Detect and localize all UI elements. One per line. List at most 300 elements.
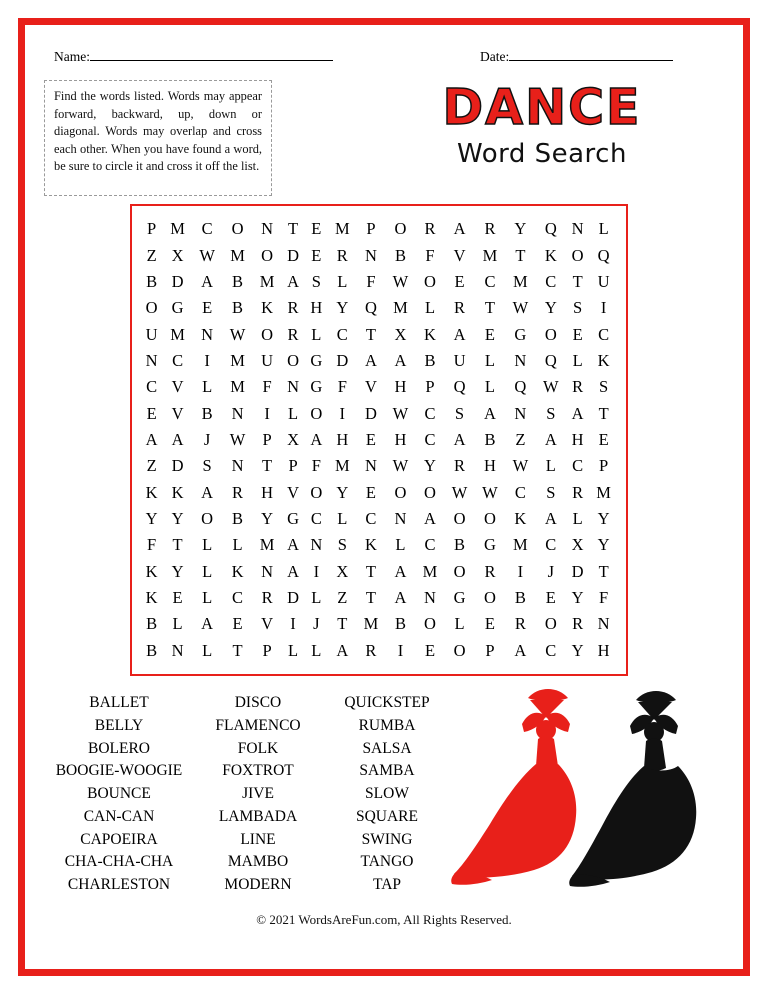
grid-cell[interactable]: Y <box>514 219 527 239</box>
grid-cell[interactable]: V <box>171 403 184 423</box>
grid-cell[interactable]: T <box>172 535 183 555</box>
grid-cell[interactable]: L <box>572 350 583 370</box>
grid-cell[interactable]: S <box>546 482 556 502</box>
word-list-item[interactable]: DISCO <box>234 694 282 711</box>
grid-cell[interactable]: A <box>424 508 436 528</box>
grid-cell[interactable]: V <box>364 377 377 397</box>
grid-cell[interactable]: Y <box>336 298 349 318</box>
grid-cell[interactable]: N <box>514 403 527 423</box>
grid-cell[interactable]: A <box>453 324 466 344</box>
grid-cell[interactable]: H <box>310 298 323 318</box>
word-list-item[interactable]: JIVE <box>242 785 274 803</box>
grid-cell[interactable]: E <box>424 640 436 660</box>
grid-cell[interactable]: W <box>482 482 498 502</box>
grid-cell[interactable]: C <box>598 324 610 344</box>
grid-cell[interactable]: S <box>311 271 321 291</box>
grid-cell[interactable]: N <box>231 403 244 423</box>
grid-cell[interactable]: Y <box>544 298 557 318</box>
grid-cell[interactable]: Q <box>544 219 557 239</box>
grid-cell[interactable]: O <box>424 614 436 634</box>
grid-cell[interactable]: L <box>395 535 406 555</box>
grid-cell[interactable]: O <box>201 508 214 528</box>
grid-cell[interactable]: L <box>311 324 322 344</box>
grid-cell[interactable]: Y <box>171 561 184 581</box>
grid-cell[interactable]: U <box>145 324 158 344</box>
grid-cell[interactable]: L <box>202 640 213 660</box>
grid-cell[interactable]: A <box>544 429 557 449</box>
grid-cell[interactable]: C <box>146 377 158 397</box>
grid-cell[interactable]: M <box>230 377 245 397</box>
grid-cell[interactable]: B <box>232 508 244 528</box>
grid-cell[interactable]: L <box>232 535 243 555</box>
grid-cell[interactable]: O <box>231 219 244 239</box>
grid-cell[interactable]: G <box>310 350 323 370</box>
grid-cell[interactable]: S <box>573 298 583 318</box>
word-list-item[interactable]: TANGO <box>360 853 414 871</box>
grid-cell[interactable]: N <box>231 456 244 476</box>
grid-cell[interactable]: A <box>336 640 349 660</box>
grid-cell[interactable]: X <box>394 324 407 344</box>
grid-cell[interactable]: Q <box>514 377 527 397</box>
grid-cell[interactable]: P <box>262 429 272 449</box>
grid-cell[interactable]: S <box>202 456 212 476</box>
grid-cell[interactable]: N <box>287 377 299 397</box>
word-list-item[interactable]: SWING <box>361 830 413 848</box>
word-list-item[interactable]: CHARLESTON <box>67 876 171 894</box>
grid-cell[interactable]: B <box>146 640 158 660</box>
grid-cell[interactable]: P <box>262 640 272 660</box>
grid-cell[interactable]: X <box>336 561 349 581</box>
grid-cell[interactable]: B <box>424 350 436 370</box>
grid-cell[interactable]: T <box>365 561 376 581</box>
grid-cell[interactable]: Z <box>146 456 157 476</box>
grid-cell[interactable]: M <box>482 245 498 265</box>
grid-cell[interactable]: N <box>424 587 436 607</box>
grid-cell[interactable]: C <box>572 456 584 476</box>
grid-cell[interactable]: O <box>394 219 407 239</box>
grid-cell[interactable]: E <box>202 298 213 318</box>
grid-cell[interactable]: O <box>310 482 323 502</box>
grid-cell[interactable]: I <box>264 403 270 423</box>
grid-cell[interactable]: T <box>598 403 609 423</box>
date-input-line[interactable] <box>509 48 673 61</box>
grid-cell[interactable]: P <box>485 640 495 660</box>
grid-cell[interactable]: E <box>484 614 495 634</box>
grid-cell[interactable]: S <box>454 403 465 423</box>
grid-cell[interactable]: A <box>453 219 466 239</box>
grid-cell[interactable]: E <box>146 403 157 423</box>
grid-cell[interactable]: I <box>313 561 320 581</box>
word-list-item[interactable]: BOLERO <box>88 739 150 757</box>
grid-cell[interactable]: E <box>484 324 495 344</box>
grid-cell[interactable]: M <box>170 219 185 239</box>
grid-cell[interactable]: K <box>364 535 377 555</box>
grid-cell[interactable]: T <box>365 324 376 344</box>
grid-cell[interactable]: G <box>453 587 466 607</box>
grid-cell[interactable]: G <box>287 508 299 528</box>
grid-cell[interactable]: L <box>598 219 609 239</box>
grid-cell[interactable]: T <box>515 245 526 265</box>
grid-cell[interactable]: H <box>571 429 584 449</box>
grid-cell[interactable]: R <box>484 561 496 581</box>
grid-cell[interactable]: K <box>145 587 158 607</box>
grid-cell[interactable]: L <box>337 271 348 291</box>
word-search-grid[interactable] <box>130 204 628 676</box>
grid-cell[interactable]: W <box>512 456 529 476</box>
word-list-item[interactable]: LAMBADA <box>218 807 298 825</box>
grid-cell[interactable]: W <box>451 482 468 502</box>
grid-cell[interactable]: A <box>571 403 584 423</box>
grid-cell[interactable]: L <box>311 640 322 660</box>
grid-cell[interactable]: L <box>484 377 495 397</box>
grid-cell[interactable]: G <box>310 377 323 397</box>
grid-cell[interactable]: F <box>425 245 435 265</box>
grid-cell[interactable]: H <box>597 640 610 660</box>
grid-cell[interactable]: S <box>546 403 556 423</box>
grid-cell[interactable]: E <box>311 245 322 265</box>
word-list-item[interactable]: FOLK <box>237 739 279 757</box>
grid-cell[interactable]: B <box>146 614 158 634</box>
word-list-item[interactable]: TAP <box>372 876 402 894</box>
grid-cell[interactable]: M <box>596 482 611 502</box>
grid-cell[interactable]: T <box>288 219 299 239</box>
grid-cell[interactable]: N <box>261 219 274 239</box>
grid-cell[interactable]: A <box>514 640 527 660</box>
grid-cell[interactable]: X <box>171 245 184 265</box>
grid-cell[interactable]: Y <box>171 508 184 528</box>
grid-cell[interactable]: R <box>287 324 299 344</box>
grid-cell[interactable]: L <box>572 508 583 528</box>
grid-cell[interactable]: A <box>287 535 299 555</box>
grid-cell[interactable]: I <box>339 403 346 423</box>
grid-cell[interactable]: B <box>454 535 466 555</box>
grid-cell[interactable]: L <box>288 403 299 423</box>
grid-cell[interactable]: A <box>201 482 214 502</box>
grid-cell[interactable]: Y <box>571 587 584 607</box>
grid-cell[interactable]: E <box>454 271 465 291</box>
grid-cell[interactable]: K <box>597 350 610 370</box>
grid-cell[interactable]: L <box>202 377 213 397</box>
grid-cell[interactable]: N <box>571 219 584 239</box>
grid-cell[interactable]: L <box>545 456 556 476</box>
grid-cell[interactable]: A <box>201 614 214 634</box>
grid-cell[interactable]: B <box>514 587 526 607</box>
grid-cell[interactable]: V <box>171 377 184 397</box>
grid-cell[interactable]: E <box>172 587 183 607</box>
word-list-item[interactable]: CAN-CAN <box>83 807 155 825</box>
grid-cell[interactable]: C <box>484 271 496 291</box>
grid-cell[interactable]: P <box>425 377 435 397</box>
grid-cell[interactable]: R <box>514 614 526 634</box>
grid-cell[interactable]: F <box>366 271 376 291</box>
grid-cell[interactable]: A <box>453 429 466 449</box>
word-list-item[interactable]: FLAMENCO <box>215 716 301 734</box>
word-list-item[interactable]: BELLY <box>94 716 144 734</box>
grid-cell[interactable]: L <box>454 614 465 634</box>
grid-cell[interactable]: O <box>571 245 584 265</box>
grid-cell[interactable]: W <box>199 245 215 265</box>
grid-cell[interactable]: W <box>512 298 529 318</box>
grid-cell[interactable]: O <box>145 298 158 318</box>
grid-cell[interactable]: B <box>232 298 244 318</box>
grid-cell[interactable]: F <box>311 456 321 476</box>
grid-cell[interactable]: C <box>172 350 184 370</box>
grid-cell[interactable]: A <box>483 403 496 423</box>
grid-cell[interactable]: I <box>290 614 296 634</box>
grid-cell[interactable]: C <box>365 508 377 528</box>
grid-cell[interactable]: R <box>424 219 436 239</box>
grid-cell[interactable]: A <box>201 271 214 291</box>
grid-cell[interactable]: K <box>231 561 244 581</box>
grid-cell[interactable]: A <box>394 561 407 581</box>
grid-cell[interactable]: O <box>261 245 274 265</box>
grid-cell[interactable]: V <box>287 482 299 502</box>
grid-cell[interactable]: E <box>232 614 243 634</box>
grid-cell[interactable]: G <box>514 324 527 344</box>
grid-cell[interactable]: A <box>171 429 184 449</box>
grid-cell[interactable]: D <box>336 350 349 370</box>
grid-cell[interactable]: E <box>365 429 376 449</box>
grid-cell[interactable]: R <box>287 298 299 318</box>
word-list-item[interactable]: BOUNCE <box>87 785 151 803</box>
grid-cell[interactable]: Q <box>597 245 610 265</box>
grid-cell[interactable]: U <box>597 271 610 291</box>
grid-cell[interactable]: R <box>365 640 377 660</box>
grid-cell[interactable]: B <box>201 403 213 423</box>
grid-cell[interactable]: X <box>571 535 584 555</box>
grid-cell[interactable]: F <box>147 535 157 555</box>
grid-cell[interactable]: S <box>337 535 347 555</box>
grid-cell[interactable]: Y <box>424 456 436 476</box>
grid-cell[interactable]: J <box>203 429 211 449</box>
word-list-item[interactable]: SQUARE <box>355 807 418 825</box>
grid-cell[interactable]: C <box>201 219 213 239</box>
grid-cell[interactable]: H <box>336 429 349 449</box>
grid-cell[interactable]: N <box>145 350 158 370</box>
grid-cell[interactable]: M <box>259 535 275 555</box>
grid-cell[interactable]: N <box>597 614 610 634</box>
grid-cell[interactable]: K <box>145 482 158 502</box>
grid-cell[interactable]: Q <box>453 377 466 397</box>
grid-cell[interactable]: C <box>424 429 436 449</box>
grid-cell[interactable]: C <box>514 482 526 502</box>
grid-cell[interactable]: U <box>261 350 274 370</box>
grid-cell[interactable]: M <box>170 324 185 344</box>
grid-cell[interactable]: G <box>171 298 184 318</box>
grid-cell[interactable]: B <box>484 429 496 449</box>
word-list-item[interactable]: BALLET <box>89 694 149 711</box>
grid-cell[interactable]: J <box>547 561 554 581</box>
grid-cell[interactable]: O <box>453 508 466 528</box>
grid-cell[interactable]: W <box>392 456 409 476</box>
grid-cell[interactable]: C <box>545 271 557 291</box>
grid-cell[interactable]: D <box>171 456 184 476</box>
grid-cell[interactable]: R <box>336 245 348 265</box>
grid-cell[interactable]: H <box>483 456 496 476</box>
grid-cell[interactable]: L <box>337 508 348 528</box>
grid-cell[interactable]: H <box>394 429 407 449</box>
grid-cell[interactable]: C <box>336 324 348 344</box>
grid-cell[interactable]: D <box>571 561 584 581</box>
grid-cell[interactable]: R <box>572 482 584 502</box>
grid-cell[interactable]: M <box>422 561 438 581</box>
grid-cell[interactable]: M <box>363 614 379 634</box>
grid-cell[interactable]: Z <box>515 429 526 449</box>
grid-cell[interactable]: N <box>364 456 377 476</box>
grid-cell[interactable]: D <box>171 271 184 291</box>
grid-cell[interactable]: W <box>229 324 246 344</box>
grid-cell[interactable]: N <box>261 561 274 581</box>
grid-cell[interactable]: E <box>545 587 556 607</box>
grid-cell[interactable]: A <box>544 508 557 528</box>
grid-cell[interactable]: Z <box>337 587 348 607</box>
grid-cell[interactable]: C <box>545 640 557 660</box>
grid-cell[interactable]: Q <box>544 350 557 370</box>
grid-cell[interactable]: Y <box>597 508 610 528</box>
grid-cell[interactable]: O <box>424 482 436 502</box>
grid-cell[interactable]: P <box>366 219 376 239</box>
grid-cell[interactable]: W <box>543 377 559 397</box>
grid-cell[interactable]: I <box>517 561 524 581</box>
grid-cell[interactable]: D <box>364 403 377 423</box>
grid-cell[interactable]: O <box>453 640 466 660</box>
grid-cell[interactable]: P <box>147 219 157 239</box>
grid-cell[interactable]: L <box>202 561 213 581</box>
grid-cell[interactable]: S <box>599 377 609 397</box>
grid-cell[interactable]: N <box>310 535 323 555</box>
grid-cell[interactable]: T <box>262 456 273 476</box>
word-list-item[interactable]: BOOGIE-WOOGIE <box>55 762 183 780</box>
grid-cell[interactable]: O <box>424 271 436 291</box>
grid-cell[interactable]: E <box>311 219 322 239</box>
grid-cell[interactable]: K <box>261 298 274 318</box>
grid-cell[interactable]: N <box>171 640 184 660</box>
grid-cell[interactable]: R <box>572 377 584 397</box>
grid-cell[interactable]: E <box>365 482 376 502</box>
grid-cell[interactable]: M <box>230 350 245 370</box>
grid-cell[interactable]: Y <box>597 535 610 555</box>
grid-cell[interactable]: F <box>337 377 347 397</box>
grid-cell[interactable]: P <box>288 456 298 476</box>
grid-cell[interactable]: C <box>424 535 436 555</box>
grid-cell[interactable]: K <box>171 482 184 502</box>
grid-cell[interactable]: H <box>394 377 407 397</box>
word-list-item[interactable]: QUICKSTEP <box>344 694 430 711</box>
word-list-item[interactable]: CHA-CHA-CHA <box>64 853 174 871</box>
grid-cell[interactable]: M <box>334 456 350 476</box>
grid-cell[interactable]: M <box>513 271 528 291</box>
grid-cell[interactable]: K <box>424 324 436 344</box>
grid-cell[interactable]: K <box>514 508 527 528</box>
grid-cell[interactable]: A <box>145 429 158 449</box>
grid-cell[interactable]: M <box>334 219 350 239</box>
grid-cell[interactable]: O <box>394 482 407 502</box>
grid-cell[interactable]: Q <box>364 298 377 318</box>
grid-cell[interactable]: N <box>364 245 377 265</box>
grid-cell[interactable]: W <box>392 271 409 291</box>
grid-cell[interactable]: L <box>311 587 322 607</box>
grid-cell[interactable]: O <box>544 614 557 634</box>
grid-cell[interactable]: N <box>201 324 214 344</box>
grid-cell[interactable]: L <box>202 535 213 555</box>
name-input-line[interactable] <box>90 48 333 61</box>
grid-cell[interactable]: A <box>287 271 299 291</box>
grid-cell[interactable]: I <box>397 640 404 660</box>
word-list-item[interactable]: MAMBO <box>227 853 289 871</box>
grid-cell[interactable]: R <box>261 587 273 607</box>
grid-cell[interactable]: D <box>287 587 299 607</box>
word-list-item[interactable]: SAMBA <box>359 762 415 780</box>
grid-cell[interactable]: B <box>394 245 406 265</box>
grid-cell[interactable]: D <box>287 245 299 265</box>
grid-cell[interactable]: Y <box>571 640 584 660</box>
grid-cell[interactable]: L <box>288 640 299 660</box>
word-list-item[interactable]: FOXTROT <box>222 762 294 780</box>
grid-cell[interactable]: I <box>600 298 607 318</box>
grid-cell[interactable]: N <box>394 508 407 528</box>
grid-cell[interactable]: O <box>483 587 496 607</box>
grid-cell[interactable]: C <box>545 535 557 555</box>
grid-cell[interactable]: A <box>287 561 299 581</box>
grid-cell[interactable]: C <box>310 508 322 528</box>
grid-cell[interactable]: T <box>232 640 243 660</box>
grid-cell[interactable]: E <box>598 429 609 449</box>
grid-cell[interactable]: R <box>454 298 466 318</box>
grid-cell[interactable]: N <box>514 350 527 370</box>
grid-cell[interactable]: T <box>337 614 348 634</box>
grid-cell[interactable]: O <box>287 350 299 370</box>
grid-cell[interactable]: U <box>453 350 466 370</box>
grid-cell[interactable]: O <box>453 561 466 581</box>
grid-cell[interactable]: Y <box>336 482 349 502</box>
grid-cell[interactable]: I <box>204 350 210 370</box>
grid-cell[interactable]: Y <box>261 508 274 528</box>
grid-cell[interactable]: M <box>513 535 528 555</box>
word-list-item[interactable]: LINE <box>240 830 276 848</box>
grid-cell[interactable]: V <box>453 245 466 265</box>
grid-cell[interactable]: L <box>202 587 213 607</box>
grid-cell[interactable]: B <box>232 271 244 291</box>
grid-cell[interactable]: B <box>146 271 158 291</box>
grid-cell[interactable]: F <box>599 587 609 607</box>
grid-cell[interactable]: A <box>364 350 377 370</box>
grid-cell[interactable]: R <box>484 219 496 239</box>
grid-cell[interactable]: Z <box>146 245 157 265</box>
grid-cell[interactable]: A <box>310 429 323 449</box>
grid-cell[interactable]: C <box>232 587 244 607</box>
grid-cell[interactable]: R <box>572 614 584 634</box>
grid-cell[interactable]: O <box>483 508 496 528</box>
grid-cell[interactable]: L <box>424 298 436 318</box>
grid-cell[interactable]: B <box>394 614 406 634</box>
grid-cell[interactable]: K <box>145 561 158 581</box>
grid-cell[interactable]: T <box>598 561 609 581</box>
word-list-item[interactable]: SLOW <box>365 785 409 803</box>
word-list-item[interactable]: RUMBA <box>358 716 416 734</box>
grid-cell[interactable]: W <box>229 429 246 449</box>
grid-cell[interactable]: M <box>393 298 408 318</box>
grid-cell[interactable]: T <box>572 271 583 291</box>
word-list-item[interactable]: SALSA <box>362 739 412 757</box>
grid-cell[interactable]: A <box>394 587 407 607</box>
grid-cell[interactable]: M <box>230 245 245 265</box>
grid-cell[interactable]: X <box>287 429 299 449</box>
grid-cell[interactable]: R <box>232 482 244 502</box>
grid-cell[interactable]: P <box>599 456 609 476</box>
grid-cell[interactable]: Y <box>145 508 158 528</box>
grid-cell[interactable]: L <box>172 614 183 634</box>
grid-cell[interactable]: A <box>394 350 407 370</box>
